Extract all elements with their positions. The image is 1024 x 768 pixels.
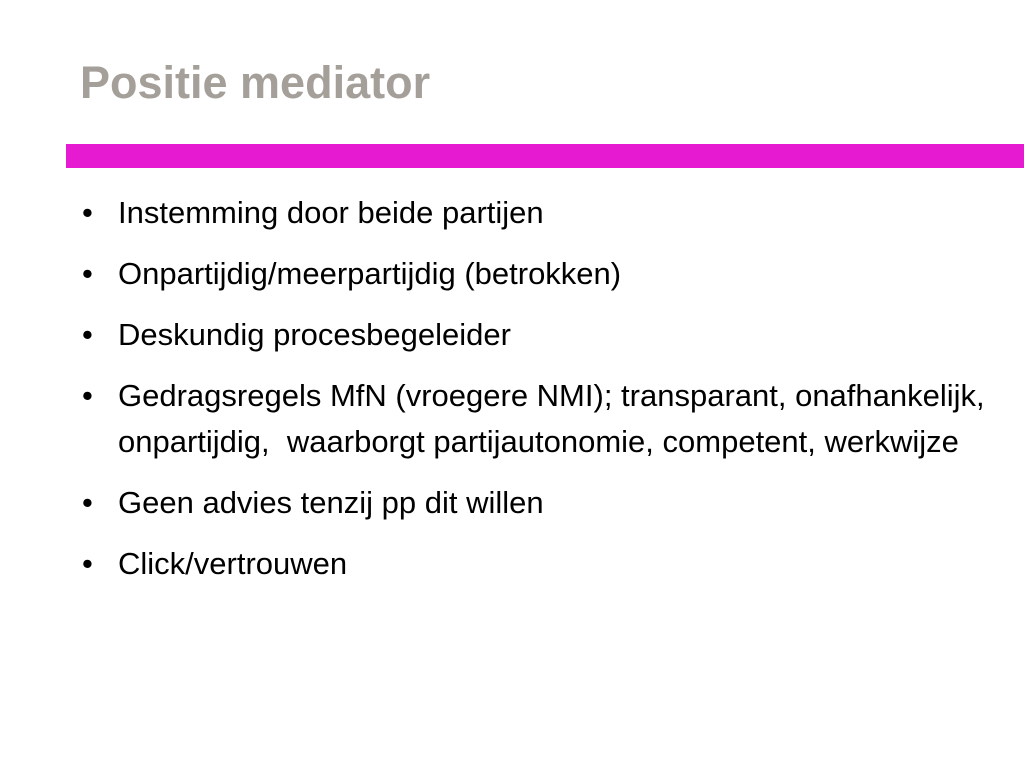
bullet-text: Geen advies tenzij pp dit willen <box>118 485 544 520</box>
bullet-icon: • <box>82 195 93 230</box>
bullet-item <box>80 190 990 236</box>
slide-title: Positie mediator <box>80 57 431 108</box>
bullet-item <box>80 373 994 465</box>
bullet-item <box>80 312 990 358</box>
bullet-list <box>80 190 994 602</box>
bullet-text: Deskundig procesbegeleider <box>118 317 511 352</box>
bullet-item <box>80 541 990 587</box>
bullet-icon: • <box>82 378 93 413</box>
bullet-item <box>80 480 990 526</box>
bullet-icon: • <box>82 256 93 291</box>
bullet-text: Click/vertrouwen <box>118 546 348 581</box>
bullet-icon: • <box>82 317 93 352</box>
bullet-item <box>80 251 990 297</box>
bullet-text: Gedragsregels MfN (vroegere NMI); transparant, onafhankelijk, onpartijdig, waarborgt partijautonomie, competent, werkwijze <box>118 378 994 459</box>
accent-rule <box>66 144 1024 168</box>
bullet-icon: • <box>82 546 93 581</box>
bullet-text: Instemming door beide partijen <box>118 195 544 230</box>
bullet-text: Onpartijdig/meerpartijdig (betrokken) <box>118 256 622 291</box>
bullet-icon: • <box>82 485 93 520</box>
